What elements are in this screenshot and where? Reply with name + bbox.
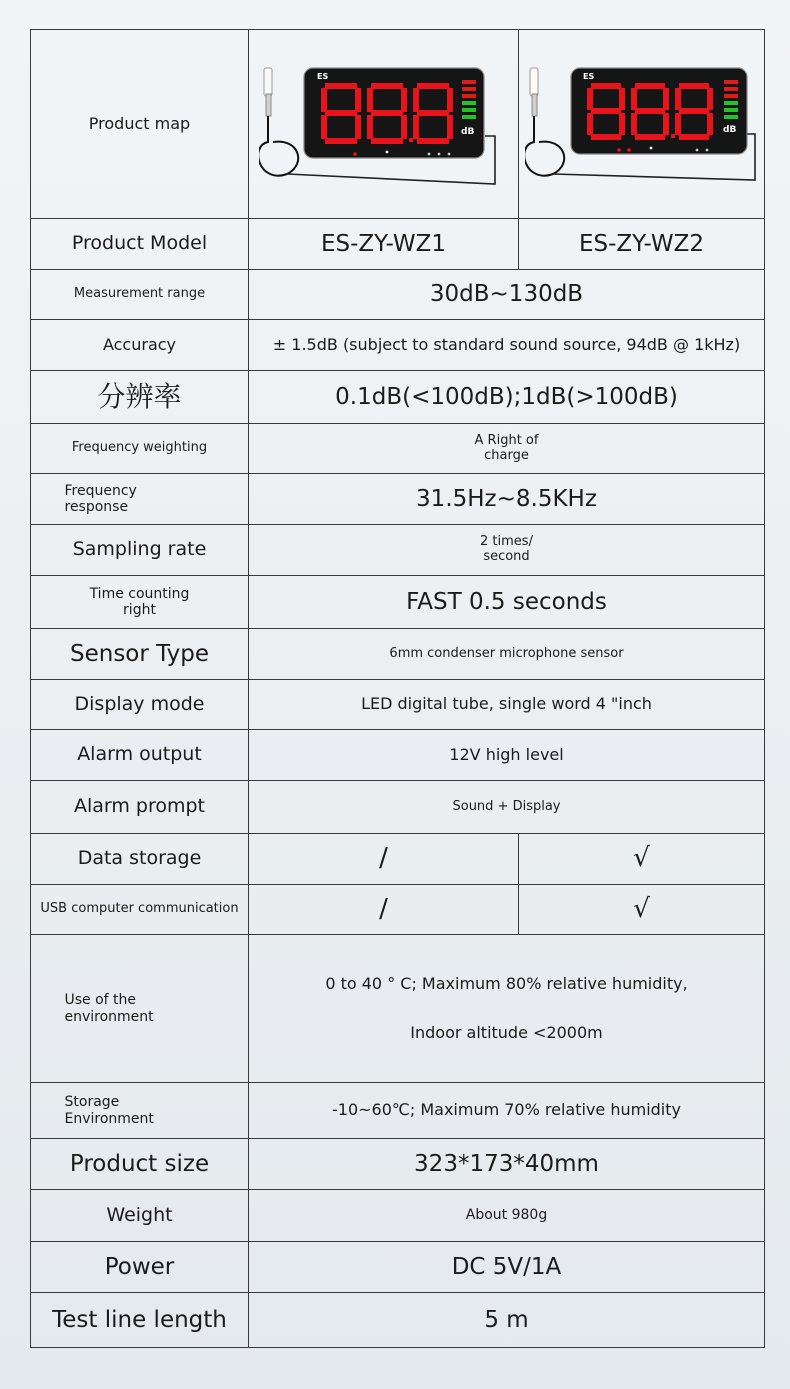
spec-table [30,29,765,1348]
power-label: Power [31,1242,249,1293]
model-wz2: ES-ZY-WZ2 [519,219,765,270]
data-storage-label: Data storage [31,834,249,885]
time-counting-label-line2: right [123,602,156,618]
alarm-output-value: 12V high level [249,730,765,781]
row-frequency-weighting [31,424,765,474]
storage-environment-label-line2: Environment [64,1110,154,1127]
sampling-rate-line1: 2 times/ [480,534,533,550]
row-alarm-output [31,730,765,781]
storage-environment-label-text [65,1094,215,1126]
storage-environment-value: -10~60℃; Maximum 70% relative humidity [249,1083,765,1139]
frequency-response-label-line2: response [64,499,129,515]
data-storage-wz2: √ [519,834,765,885]
row-frequency-response [31,474,765,525]
frequency-weighting-line1: A Right of [474,432,539,448]
sampling-rate-label: Sampling rate [31,525,249,576]
alarm-prompt-value: Sound + Display [249,781,765,834]
display-mode-value: LED digital tube, single word 4 "inch [249,680,765,730]
time-counting-label-line1: Time counting [89,585,190,602]
row-product-map [31,30,765,219]
sensor-type-value: 6mm condenser microphone sensor [249,629,765,680]
svg-text:dB: dB [723,125,737,135]
sound-meter-image-wz1 [259,66,509,196]
use-environment-label-line1: Use of the [64,992,137,1009]
power-value: DC 5V/1A [249,1242,765,1293]
row-product-size [31,1139,765,1190]
use-environment-line1: 0 to 40 ° C; Maximum 80% relative humidity, [325,974,688,994]
resolution-value: 0.1dB(<100dB);1dB(>100dB) [249,371,765,424]
row-usb-communication [31,885,765,935]
frequency-response-label [31,474,249,525]
frequency-weighting-label: Frequency weighting [31,424,249,474]
resolution-label: 分辨率 [31,371,249,424]
test-line-length-value: 5 m [249,1293,765,1348]
row-storage-environment [31,1083,765,1139]
product-size-value: 323*173*40mm [249,1139,765,1190]
row-time-counting [31,576,765,629]
row-sensor-type [31,629,765,680]
row-accuracy [31,320,765,371]
accuracy-label: Accuracy [31,320,249,371]
alarm-prompt-label: Alarm prompt [31,781,249,834]
svg-text:dB: dB [461,127,475,137]
sound-meter-image-wz2 [525,66,765,196]
svg-text:ES: ES [583,72,595,81]
measurement-range-label: Measurement range [31,270,249,320]
row-use-environment [31,935,765,1083]
accuracy-value: ± 1.5dB (subject to standard sound source, 94dB @ 1kHz) [249,320,765,371]
row-alarm-prompt [31,781,765,834]
time-counting-label [31,576,249,629]
use-environment-value [249,935,765,1083]
use-environment-label-text [65,992,215,1024]
svg-text:ES: ES [317,72,329,81]
frequency-weighting-value [249,424,765,474]
model-wz1: ES-ZY-WZ1 [249,219,519,270]
product-image-wz1 [249,30,519,219]
frequency-weighting-text [475,434,539,464]
measurement-range-value: 30dB~130dB [249,270,765,320]
row-product-model [31,219,765,270]
row-display-mode [31,680,765,730]
product-image-wz2 [519,30,765,219]
row-measurement-range [31,270,765,320]
row-data-storage [31,834,765,885]
usb-communication-wz2: √ [519,885,765,935]
time-counting-value: FAST 0.5 seconds [249,576,765,629]
row-test-line-length [31,1293,765,1348]
product-model-label: Product Model [31,219,249,270]
display-mode-label: Display mode [31,680,249,730]
storage-environment-label-line1: Storage [64,1094,120,1111]
sampling-rate-line2: second [483,549,530,564]
usb-communication-wz1: / [249,885,519,935]
use-environment-label [31,935,249,1083]
storage-environment-label [31,1083,249,1139]
frequency-response-label-line1: Frequency [64,482,137,499]
frequency-response-value: 31.5Hz~8.5KHz [249,474,765,525]
row-sampling-rate [31,525,765,576]
weight-label: Weight [31,1190,249,1242]
alarm-output-label: Alarm output [31,730,249,781]
row-resolution [31,371,765,424]
test-line-length-label: Test line length [31,1293,249,1348]
frequency-response-label-text [65,483,215,515]
usb-communication-label: USB computer communication [31,885,249,935]
use-environment-line2: Indoor altitude <2000m [410,1022,603,1042]
row-weight [31,1190,765,1242]
row-power [31,1242,765,1293]
frequency-weighting-line2: charge [484,447,529,463]
product-size-label: Product size [31,1139,249,1190]
data-storage-wz1: / [249,834,519,885]
sampling-rate-value [249,525,765,576]
product-map-label: Product map [31,30,249,219]
weight-value: About 980g [249,1190,765,1242]
use-environment-label-line2: environment [64,1008,154,1025]
sensor-type-label: Sensor Type [31,629,249,680]
sampling-rate-text [480,535,533,565]
